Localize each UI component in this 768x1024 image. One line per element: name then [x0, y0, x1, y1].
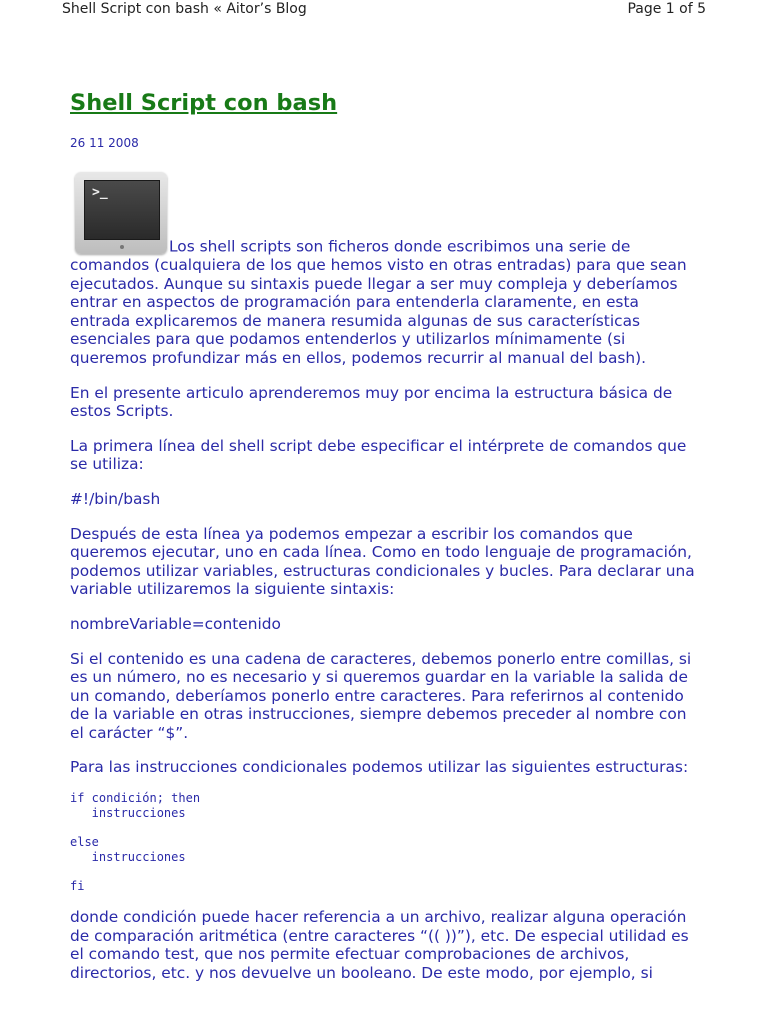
intro-paragraph: [70, 172, 702, 368]
paragraph-7: Para las instrucciones condicionales podemos utilizar las siguientes estructuras:: [70, 758, 689, 777]
print-header-title: Shell Script con bash « Aitor’s Blog: [62, 1, 307, 17]
paragraph-2: La primera línea del shell script debe especificar el intérprete de comandos que se utiliza:: [70, 436, 687, 474]
code-else-block: else instrucciones: [70, 835, 186, 865]
paragraph-1: En el presente articulo aprenderemos muy por encima la estructura básica de estos Scripts.: [70, 383, 673, 421]
paragraph-8: donde condición puede hacer referencia a un archivo, realizar alguna operación de comparación aritmética (entre caracteres “(( ))”), etc. De especial utilidad es el comando test, que nos permite efectuar comprobaciones de archivos, directorios, etc. y nos devuelve un booleano. De este modo, por ejemplo, si: [70, 908, 689, 982]
prompt-glyph: >_: [92, 185, 108, 200]
blog-post: [70, 88, 702, 982]
post-title-link[interactable]: Shell Script con bash: [70, 90, 338, 116]
code-if-block: if condición; then instrucciones: [70, 791, 201, 821]
intro-text: Los shell scripts son ficheros donde escribimos una serie de comandos (cualquiera de los que hemos visto en otras entradas) para que sean ejecutados. Aunque su sintaxis puede llegar a ser muy compleja y deberíamos entrar en aspectos de programación para entenderla claramente, en esta entrada explicaremos de manera resumida algunas de sus características esenciales para que podamos entenderlos y utilizarlos mínimamente (si queremos profundizar más en ellos, podemos recurrir al manual del bash).: [70, 237, 687, 367]
variable-syntax: nombreVariable=contenido: [70, 614, 281, 633]
print-header: [0, 0, 768, 24]
shebang-line: #!/bin/bash: [70, 489, 161, 508]
monitor-screen: [84, 180, 160, 240]
paragraph-4: Después de esta línea ya podemos empezar a escribir los comandos que queremos ejecutar, uno en cada línea. Como en todo lenguaje de programación, podemos utilizar variables, estructuras condicionales y bucles. Para declarar una variable utilizaremos la siguiente sintaxis:: [70, 524, 695, 599]
post-date: 26 11 2008: [70, 136, 139, 150]
monitor-frame: [75, 172, 167, 254]
power-led: [120, 245, 124, 249]
code-fi-line: fi: [70, 879, 85, 894]
print-header-page: Page 1 of 5: [627, 1, 706, 17]
paragraph-6: Si el contenido es una cadena de caracteres, debemos ponerlo entre comillas, si es un número, no es necesario y si queremos guardar en la variable la salida de un comando, deberíamos ponerlo entre caracteres. Para referirnos al contenido de la variable en otras instrucciones, siempre debemos preceder al nombre con el carácter “$”.: [70, 649, 692, 742]
terminal-icon: [73, 172, 169, 256]
